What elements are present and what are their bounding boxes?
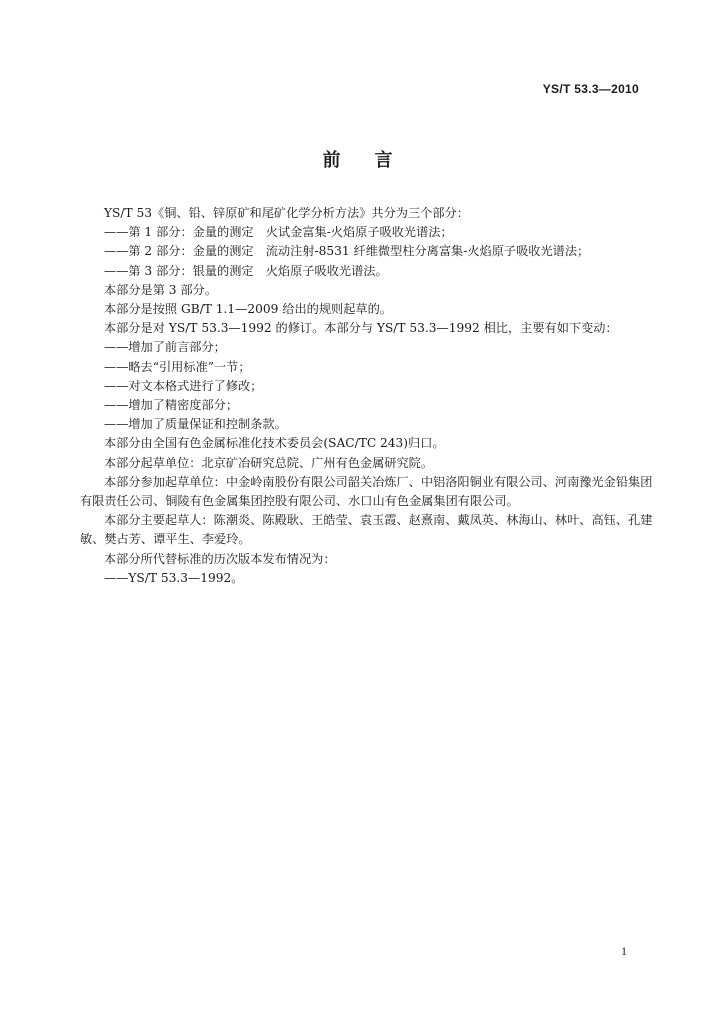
drafting-rule-statement: 本部分是按照 GB/T 1.1—2009 给出的规则起草的。 — [104, 302, 392, 317]
part-3-item: ——第 3 部分：银量的测定 火焰原子吸收光谱法。 — [104, 263, 388, 278]
revision-statement: 本部分是对 YS/T 53.3—1992 的修订。本部分与 YS/T 53.3—1992 相比，主要有如下变动： — [104, 321, 618, 336]
drafting-units: 本部分起草单位：北京矿冶研究总院、广州有色金属研究院。 — [104, 455, 434, 470]
change-item: ——增加了前言部分； — [104, 340, 226, 355]
replaced-versions-intro: 本部分所代替标准的历次版本发布情况为： — [104, 551, 336, 566]
part-2-item: ——第 2 部分：金量的测定 流动注射-8531 纤维微型柱分离富集-火焰原子吸收光谱法； — [104, 244, 590, 259]
participating-units: 本部分参加起草单位：中金岭南股份有限公司韶关冶炼厂、中铝洛阳铜业有限公司、河南豫光金铅集团有限责任公司、铜陵有色金属集团控股有限公司、水口山有色金属集团有限公司。 — [80, 474, 653, 509]
part-1-item: ——第 1 部分：金量的测定 火试金富集-火焰原子吸收光谱法； — [104, 225, 453, 240]
change-item: ——对文本格式进行了修改； — [104, 378, 263, 393]
replaced-version-item: ——YS/T 53.3—1992。 — [104, 570, 244, 585]
committee-statement: 本部分由全国有色金属标准化技术委员会(SAC/TC 243)归口。 — [104, 436, 445, 451]
foreword-body — [80, 204, 655, 588]
change-item: ——增加了质量保证和控制条款。 — [104, 417, 287, 432]
part-statement: 本部分是第 3 部分。 — [104, 282, 218, 297]
intro-line: YS/T 53《铜、铅、锌原矿和尾矿化学分析方法》共分为三个部分： — [104, 206, 469, 220]
page-title: 前言 — [322, 150, 427, 171]
main-drafters: 本部分主要起草人：陈潮炎、陈殿耿、王皓莹、袁玉霞、赵熹南、戴凤英、林海山、林叶、高钰、孔建敏、樊占芳、谭平生、李爱玲。 — [80, 513, 653, 547]
standard-code: YS/T 53.3—2010 — [542, 82, 639, 96]
change-item: ——略去“引用标准”一节； — [104, 359, 251, 374]
change-item: ——增加了精密度部分； — [104, 398, 239, 413]
page-number: 1 — [621, 944, 627, 958]
